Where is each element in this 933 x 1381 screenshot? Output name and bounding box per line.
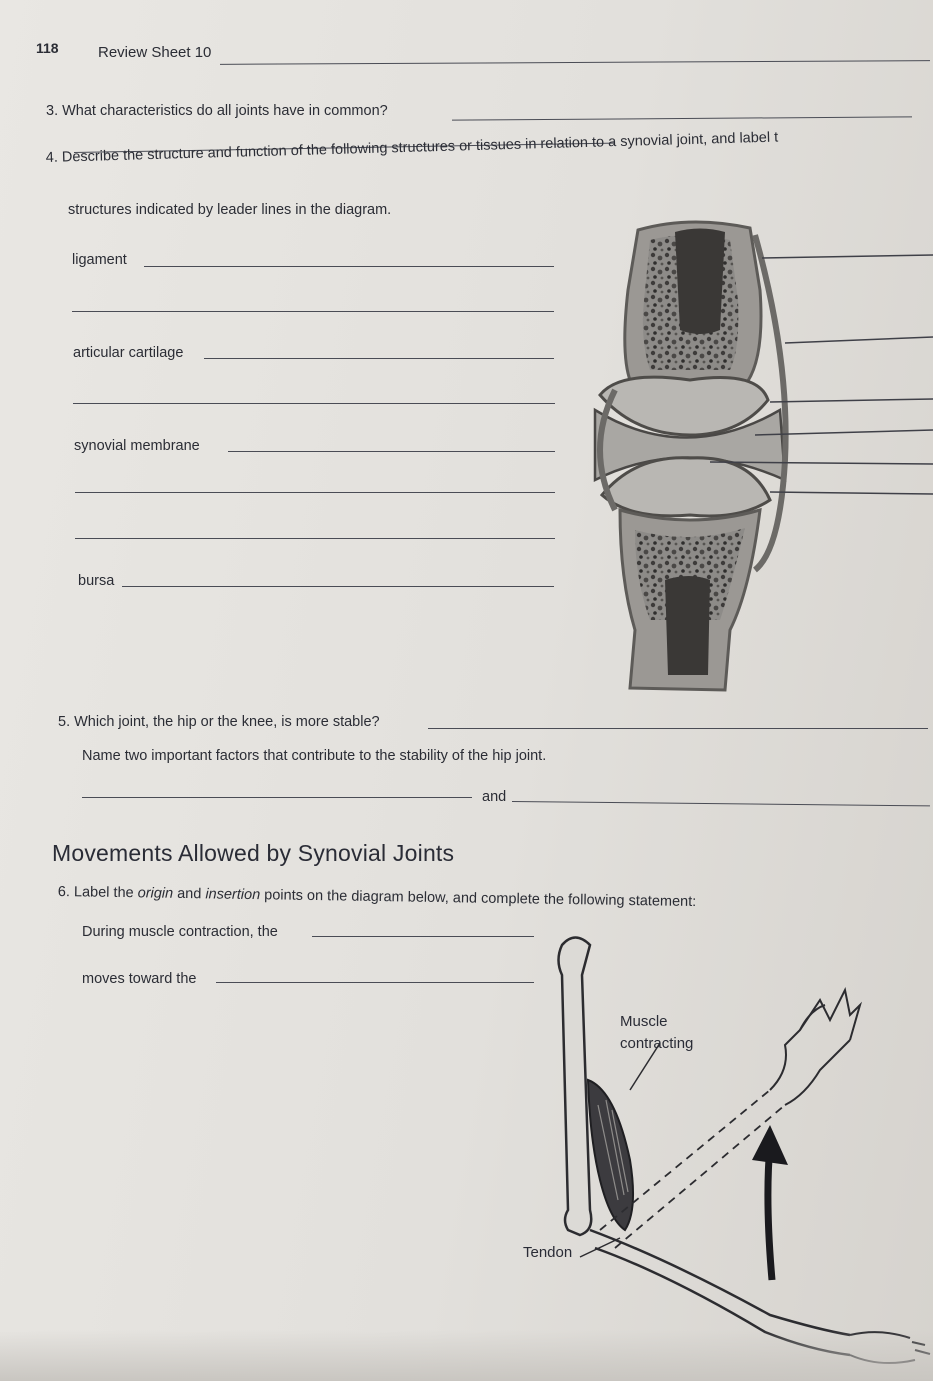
q5-and-word: and [482, 789, 507, 805]
humerus-bone [559, 938, 592, 1236]
structure-bursa: bursa [78, 573, 115, 589]
muscle-label-1: Muscle [620, 1013, 668, 1030]
q5-factor-line-2[interactable] [512, 801, 930, 806]
raised-fingers [800, 990, 860, 1040]
structure-synovial-membrane: synovial membrane [74, 438, 200, 454]
ligament-line-1[interactable] [144, 266, 554, 267]
q5-answer-line[interactable] [428, 728, 928, 729]
question-3-text: 3. What characteristics do all joints have in common? [46, 103, 388, 119]
q6-statement-line-2: moves toward the [82, 971, 197, 987]
forearm-raised-hand [770, 1005, 850, 1105]
lower-marrow-cavity [665, 576, 710, 675]
q6-origin: origin [137, 885, 174, 902]
leader-line-3 [770, 399, 933, 402]
structure-articular-cartilage: articular cartilage [73, 345, 184, 361]
leader-line-6 [770, 492, 933, 494]
q6-blank-1[interactable] [312, 936, 534, 937]
leader-line-1 [762, 255, 933, 258]
q6-suffix: points on the diagram below, and complete the following statement: [260, 887, 697, 911]
q6-prefix: 6. Label the [57, 884, 138, 902]
page-number: 118 [36, 40, 59, 56]
upper-marrow-cavity [675, 229, 725, 335]
bursa-line-1[interactable] [122, 586, 554, 587]
synovial-joint-diagram [580, 210, 933, 700]
question-5-subtext: Name two important factors that contribute to the stability of the hip joint. [82, 748, 547, 764]
leader-line-2 [785, 337, 933, 343]
articular-cartilage-line-2[interactable] [73, 403, 555, 404]
movement-arrow-shaft [768, 1145, 772, 1280]
muscle-label-2: contracting [620, 1035, 694, 1052]
q6-statement-line-1: During muscle contraction, the [82, 924, 278, 940]
forearm-lowered-top [590, 1230, 850, 1335]
page-bottom-shadow [0, 1330, 933, 1381]
movement-arrow-head [752, 1125, 788, 1165]
articular-cartilage-line-1[interactable] [204, 358, 554, 359]
q3-answer-line-1[interactable] [452, 116, 912, 120]
sheet-title: Review Sheet 10 [98, 44, 212, 61]
q6-mid: and [173, 885, 206, 903]
ligament-line-2[interactable] [72, 311, 554, 312]
q6-insertion: insertion [205, 886, 261, 904]
question-5-text: 5. Which joint, the hip or the knee, is more stable? [58, 714, 380, 730]
q5-factor-line-1[interactable] [82, 797, 472, 798]
structure-ligament: ligament [72, 252, 127, 268]
tendon-label: Tendon [523, 1244, 573, 1261]
synovial-membrane-line-2[interactable] [75, 492, 555, 493]
question-6-text [58, 884, 697, 910]
question-4-text-cont: structures indicated by leader lines in the diagram. [68, 202, 392, 218]
synovial-membrane-line-3[interactable] [75, 538, 555, 539]
synovial-membrane-line-1[interactable] [228, 451, 555, 452]
arm-muscle-diagram [520, 930, 933, 1370]
header-rule [220, 60, 930, 65]
section-title: Movements Allowed by Synovial Joints [52, 840, 455, 866]
question-4-text: 4. Describe the structure and function of the following structures or tissues in relation to a synovial joint, and label t [45, 129, 779, 166]
q6-blank-2[interactable] [216, 982, 534, 983]
